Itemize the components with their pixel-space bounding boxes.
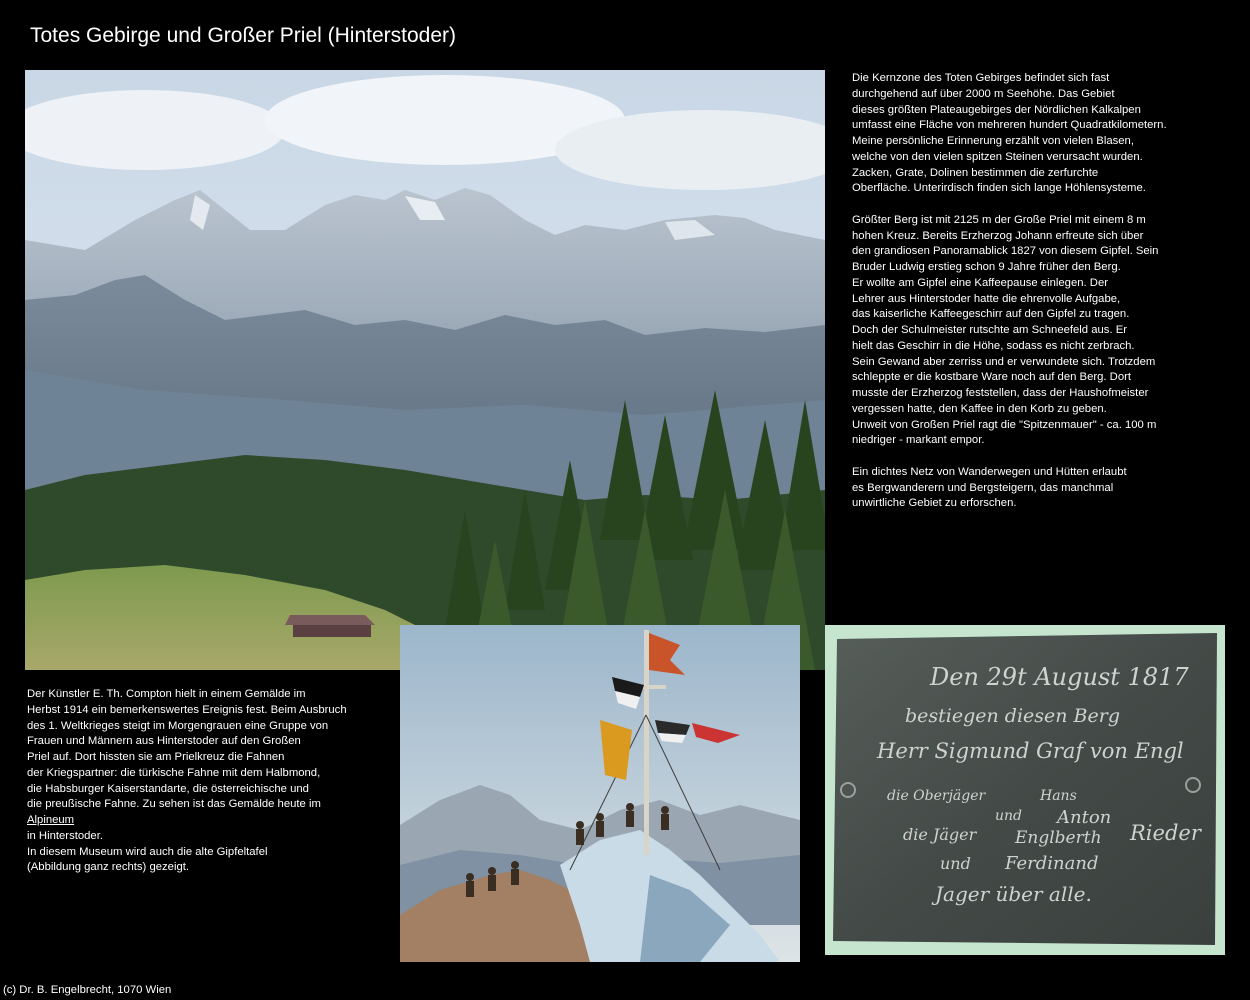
description-left	[27, 687, 387, 876]
plaque-line-5: Hans	[1040, 788, 1077, 804]
plaque-line-8: die Jäger	[903, 825, 977, 844]
paragraph-painting-outro: in Hinterstoder. In diesem Museum wird auch die alte Gipfeltafel (Abbildung ganz rechts) gezeigt.	[27, 829, 268, 874]
description-right	[852, 71, 1197, 528]
paragraph-painting-intro: Der Künstler E. Th. Compton hielt in einem Gemälde im Herbst 1914 ein bemerkenswertes Ereignis fest. Beim Ausbruch des 1. Weltkrieges steigt im Morgengrauen eine Gruppe von Frauen und Männern aus Hinterstoder auf den Großen Priel auf. Dort hissten sie am Prielkreuz die Fahnen der Kriegspartner: die türkische Fahne mit dem Halbmond, die Habsburger Kaiserstandarte, die österreichische und die preußische Fahne. Zu sehen ist das Gemälde heute im	[27, 688, 347, 811]
copyright-footer: (c) Dr. B. Engelbrecht, 1070 Wien	[3, 984, 172, 996]
plaque-line-11: und	[940, 854, 971, 873]
plaque-line-4: die Oberjäger	[887, 788, 986, 804]
plaque-line-2: bestiegen diesen Berg	[905, 705, 1121, 727]
plaque-line-13: Jager über alle.	[935, 882, 1092, 906]
plaque-line-10: Rieder	[1130, 821, 1201, 845]
mountain-landscape-photo[interactable]	[25, 70, 825, 670]
summit-plaque-photo[interactable]	[825, 625, 1225, 955]
plaque-line-6: und	[995, 808, 1022, 824]
page-title: Totes Gebirge und Großer Priel (Hinterstoder)	[30, 24, 456, 47]
paragraph-totes-gebirge: Die Kernzone des Toten Gebirges befindet sich fast durchgehend auf über 2000 m Seehöhe. Das Gebiet dieses größten Plateaugebirges der Nördlichen Kalkalpen umfasst eine Fläche von mehreren hundert Quadratkilometern. Meine persönliche Erinnerung erzählt von vielen Blasen, welche von den vielen spitzen Steinen verursacht wurden. Zacken, Grate, Dolinen bestimmen die zerfurchte Oberfläche. Unterirdisch finden sich lange Höhlensysteme.	[852, 72, 1167, 195]
alpineum-link[interactable]: Alpineum	[27, 814, 75, 826]
paragraph-wanderwege: Ein dichtes Netz von Wanderwegen und Hütten erlaubt es Bergwanderern und Bergsteigern, das manchmal unwirtliche Gebiet zu erforschen.	[852, 465, 1127, 510]
compton-painting[interactable]	[400, 625, 800, 962]
plaque-line-7: Anton	[1057, 807, 1112, 828]
plaque-line-9: Englberth	[1015, 828, 1102, 848]
paragraph-grosser-priel: Größter Berg ist mit 2125 m der Große Priel mit einem 8 m hohen Kreuz. Bereits Erzherzog Johann erfreute sich über den grandiosen Panoramablick 1827 von diesem Gipfel. Sein Bruder Ludwig erstieg schon 9 Jahre früher den Berg. Er wollte am Gipfel eine Kaffeepause einlegen. Der Lehrer aus Hinterstoder hatte die ehrenvolle Aufgabe, das kaiserliche Kaffeegeschirr auf den Gipfel zu tragen. Doch der Schulmeister rutschte am Schneefeld aus. Er hielt das Geschirr in die Höhe, sodass es nicht zerbrach. Sein Gewand aber zerriss und er verwundete sich. Trotzdem schleppte er die kostbare Ware noch auf den Berg. Dort musste der Erzherzog feststellen, dass der Haushofmeister vergessen hatte, den Kaffee in den Korb zu geben. Unweit von Großen Priel ragt die "Spitzenmauer" - ca. 100 m niedriger - markant empor.	[852, 213, 1159, 447]
plaque-line-1: Den 29t August 1817	[930, 663, 1189, 691]
plaque-line-12: Ferdinand	[1005, 853, 1099, 874]
plaque-line-3: Herr Sigmund Graf von Engl	[877, 739, 1184, 763]
